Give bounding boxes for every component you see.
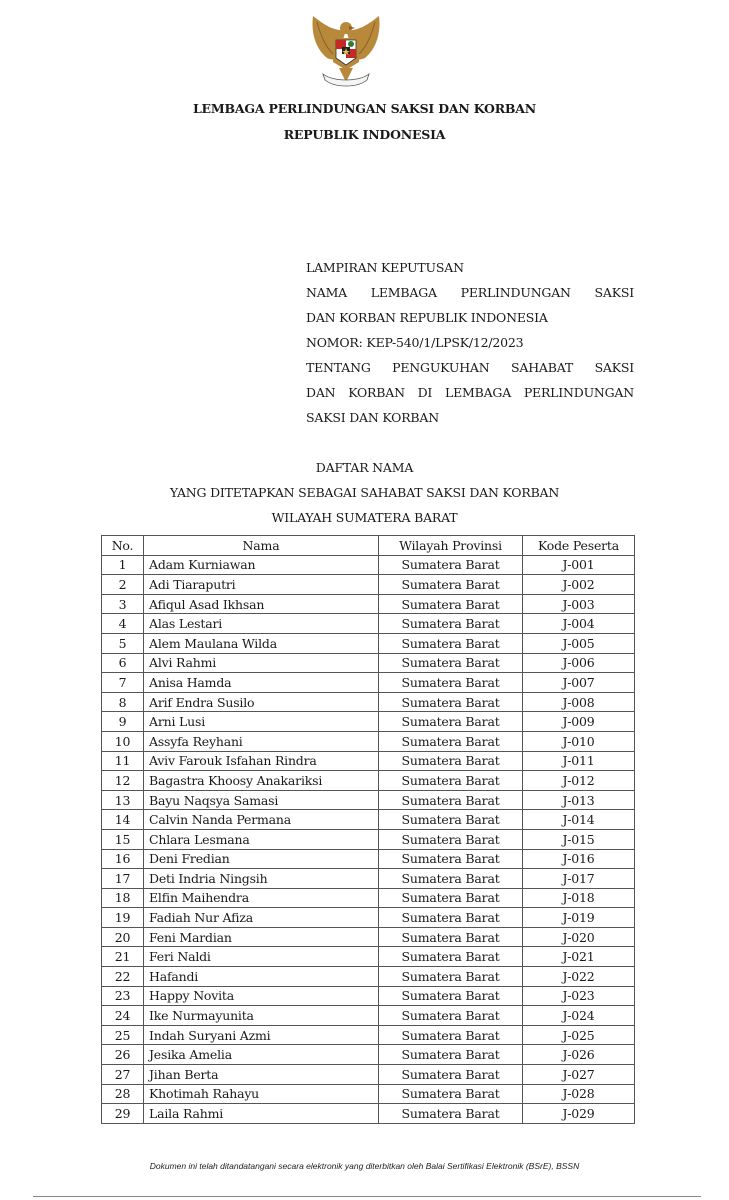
cell-wilayah: Sumatera Barat	[379, 829, 523, 849]
cell-nama: Khotimah Rahayu	[144, 1084, 379, 1104]
cell-wilayah: Sumatera Barat	[379, 790, 523, 810]
cell-no: 22	[102, 967, 144, 987]
decree-reference	[306, 259, 634, 434]
cell-kode: J-017	[523, 869, 635, 889]
table-row	[102, 927, 635, 947]
cell-no: 12	[102, 771, 144, 791]
list-region: WILAYAH SUMATERA BARAT	[271, 510, 458, 525]
cell-no: 25	[102, 1025, 144, 1045]
table-row	[102, 947, 635, 967]
table-row	[102, 829, 635, 849]
table-row	[102, 751, 635, 771]
cell-no: 3	[102, 594, 144, 614]
cell-nama: Arif Endra Susilo	[144, 692, 379, 712]
cell-wilayah: Sumatera Barat	[379, 692, 523, 712]
list-title: DAFTAR NAMA	[315, 460, 414, 475]
cell-nama: Adi Tiaraputri	[144, 575, 379, 595]
cell-kode: J-025	[523, 1025, 635, 1045]
header-nama: Nama	[144, 536, 379, 556]
cell-no: 19	[102, 908, 144, 928]
table-row	[102, 653, 635, 673]
cell-wilayah: Sumatera Barat	[379, 731, 523, 751]
cell-wilayah: Sumatera Barat	[379, 1065, 523, 1085]
header-wilayah: Wilayah Provinsi	[379, 536, 523, 556]
cell-nama: Bayu Naqsya Samasi	[144, 790, 379, 810]
cell-nama: Assyfa Reyhani	[144, 731, 379, 751]
cell-wilayah: Sumatera Barat	[379, 1084, 523, 1104]
cell-no: 14	[102, 810, 144, 830]
institution-name: LEMBAGA PERLINDUNGAN SAKSI DAN KORBAN	[192, 101, 537, 116]
cell-kode: J-003	[523, 594, 635, 614]
cell-wilayah: Sumatera Barat	[379, 927, 523, 947]
table-row	[102, 967, 635, 987]
cell-no: 18	[102, 888, 144, 908]
cell-no: 15	[102, 829, 144, 849]
cell-nama: Hafandi	[144, 967, 379, 987]
cell-wilayah: Sumatera Barat	[379, 810, 523, 830]
header-kode: Kode Peserta	[523, 536, 635, 556]
table-row	[102, 575, 635, 595]
list-subtitle: YANG DITETAPKAN SEBAGAI SAHABAT SAKSI DAN KORBAN	[169, 485, 560, 500]
table-row	[102, 810, 635, 830]
cell-kode: J-015	[523, 829, 635, 849]
cell-no: 9	[102, 712, 144, 732]
decree-line: SAKSI DAN KORBAN	[306, 410, 439, 425]
cell-kode: J-018	[523, 888, 635, 908]
cell-nama: Elfin Maihendra	[144, 888, 379, 908]
table-row	[102, 1065, 635, 1085]
table-row	[102, 1006, 635, 1026]
cell-kode: J-005	[523, 633, 635, 653]
cell-kode: J-012	[523, 771, 635, 791]
cell-no: 1	[102, 555, 144, 575]
decree-line: DAN KORBAN DI LEMBAGA PERLINDUNGAN	[306, 385, 634, 400]
table-row	[102, 849, 635, 869]
cell-wilayah: Sumatera Barat	[379, 1045, 523, 1065]
table-row	[102, 1025, 635, 1045]
cell-nama: Chlara Lesmana	[144, 829, 379, 849]
cell-kode: J-021	[523, 947, 635, 967]
cell-kode: J-007	[523, 673, 635, 693]
cell-wilayah: Sumatera Barat	[379, 947, 523, 967]
cell-wilayah: Sumatera Barat	[379, 1025, 523, 1045]
cell-kode: J-016	[523, 849, 635, 869]
cell-nama: Afiqul Asad Ikhsan	[144, 594, 379, 614]
cell-nama: Alas Lestari	[144, 614, 379, 634]
cell-wilayah: Sumatera Barat	[379, 614, 523, 634]
cell-no: 28	[102, 1084, 144, 1104]
cell-nama: Calvin Nanda Permana	[144, 810, 379, 830]
footer-divider	[33, 1196, 701, 1197]
country-name: REPUBLIK INDONESIA	[283, 127, 446, 142]
table-row	[102, 594, 635, 614]
cell-wilayah: Sumatera Barat	[379, 751, 523, 771]
table-row	[102, 633, 635, 653]
table-row	[102, 986, 635, 1006]
decree-line: NAMA LEMBAGA PERLINDUNGAN SAKSI	[306, 285, 634, 300]
cell-wilayah: Sumatera Barat	[379, 869, 523, 889]
e-signature-notice: Dokumen ini telah ditandatangani secara elektronik yang diterbitkan oleh Balai Sertifikasi Elektronik (BSrE), BSSN	[149, 1161, 580, 1171]
cell-kode: J-001	[523, 555, 635, 575]
cell-nama: Anisa Hamda	[144, 673, 379, 693]
cell-wilayah: Sumatera Barat	[379, 575, 523, 595]
cell-nama: Fadiah Nur Afiza	[144, 908, 379, 928]
cell-no: 8	[102, 692, 144, 712]
cell-nama: Jihan Berta	[144, 1065, 379, 1085]
decree-line: TENTANG PENGUKUHAN SAHABAT SAKSI	[306, 360, 634, 375]
cell-no: 27	[102, 1065, 144, 1085]
cell-kode: J-004	[523, 614, 635, 634]
cell-wilayah: Sumatera Barat	[379, 594, 523, 614]
cell-no: 23	[102, 986, 144, 1006]
table-row	[102, 555, 635, 575]
cell-nama: Adam Kurniawan	[144, 555, 379, 575]
cell-nama: Alem Maulana Wilda	[144, 633, 379, 653]
cell-nama: Feni Mardian	[144, 927, 379, 947]
cell-no: 11	[102, 751, 144, 771]
table-row	[102, 692, 635, 712]
cell-kode: J-009	[523, 712, 635, 732]
cell-kode: J-022	[523, 967, 635, 987]
cell-no: 10	[102, 731, 144, 751]
cell-no: 29	[102, 1104, 144, 1124]
cell-wilayah: Sumatera Barat	[379, 1006, 523, 1026]
cell-wilayah: Sumatera Barat	[379, 712, 523, 732]
cell-nama: Feri Naldi	[144, 947, 379, 967]
cell-nama: Bagastra Khoosy Anakariksi	[144, 771, 379, 791]
cell-wilayah: Sumatera Barat	[379, 653, 523, 673]
table-row	[102, 908, 635, 928]
cell-kode: J-014	[523, 810, 635, 830]
cell-nama: Ike Nurmayunita	[144, 1006, 379, 1026]
decree-number: NOMOR: KEP-540/1/LPSK/12/2023	[306, 335, 524, 350]
table-row	[102, 673, 635, 693]
cell-kode: J-002	[523, 575, 635, 595]
cell-kode: J-020	[523, 927, 635, 947]
cell-kode: J-008	[523, 692, 635, 712]
cell-no: 21	[102, 947, 144, 967]
cell-no: 17	[102, 869, 144, 889]
cell-wilayah: Sumatera Barat	[379, 673, 523, 693]
cell-nama: Happy Novita	[144, 986, 379, 1006]
cell-no: 26	[102, 1045, 144, 1065]
cell-wilayah: Sumatera Barat	[379, 967, 523, 987]
cell-no: 20	[102, 927, 144, 947]
cell-wilayah: Sumatera Barat	[379, 986, 523, 1006]
table-row	[102, 790, 635, 810]
cell-kode: J-019	[523, 908, 635, 928]
table-row	[102, 888, 635, 908]
cell-wilayah: Sumatera Barat	[379, 849, 523, 869]
cell-no: 13	[102, 790, 144, 810]
cell-kode: J-006	[523, 653, 635, 673]
cell-kode: J-011	[523, 751, 635, 771]
cell-nama: Deni Fredian	[144, 849, 379, 869]
cell-no: 7	[102, 673, 144, 693]
table-row	[102, 1104, 635, 1124]
table-header-row	[102, 536, 635, 556]
cell-no: 16	[102, 849, 144, 869]
cell-kode: J-024	[523, 1006, 635, 1026]
table-row	[102, 869, 635, 889]
cell-no: 24	[102, 1006, 144, 1026]
cell-kode: J-013	[523, 790, 635, 810]
cell-kode: J-029	[523, 1104, 635, 1124]
cell-kode: J-026	[523, 1045, 635, 1065]
cell-nama: Alvi Rahmi	[144, 653, 379, 673]
cell-no: 2	[102, 575, 144, 595]
participants-table	[101, 535, 635, 1124]
cell-wilayah: Sumatera Barat	[379, 771, 523, 791]
cell-kode: J-028	[523, 1084, 635, 1104]
cell-nama: Arni Lusi	[144, 712, 379, 732]
table-row	[102, 771, 635, 791]
cell-no: 4	[102, 614, 144, 634]
garuda-emblem-icon	[303, 12, 389, 94]
header-no: No.	[102, 536, 144, 556]
cell-wilayah: Sumatera Barat	[379, 908, 523, 928]
cell-wilayah: Sumatera Barat	[379, 888, 523, 908]
cell-nama: Laila Rahmi	[144, 1104, 379, 1124]
table-row	[102, 1045, 635, 1065]
decree-line: DAN KORBAN REPUBLIK INDONESIA	[306, 310, 548, 325]
table-row	[102, 614, 635, 634]
cell-kode: J-010	[523, 731, 635, 751]
cell-no: 6	[102, 653, 144, 673]
table-row	[102, 1084, 635, 1104]
decree-line: LAMPIRAN KEPUTUSAN	[306, 260, 464, 275]
cell-nama: Indah Suryani Azmi	[144, 1025, 379, 1045]
cell-nama: Aviv Farouk Isfahan Rindra	[144, 751, 379, 771]
cell-nama: Deti Indria Ningsih	[144, 869, 379, 889]
cell-wilayah: Sumatera Barat	[379, 1104, 523, 1124]
table-row	[102, 712, 635, 732]
cell-wilayah: Sumatera Barat	[379, 633, 523, 653]
cell-kode: J-023	[523, 986, 635, 1006]
table-row	[102, 731, 635, 751]
cell-nama: Jesika Amelia	[144, 1045, 379, 1065]
cell-no: 5	[102, 633, 144, 653]
cell-wilayah: Sumatera Barat	[379, 555, 523, 575]
cell-kode: J-027	[523, 1065, 635, 1085]
